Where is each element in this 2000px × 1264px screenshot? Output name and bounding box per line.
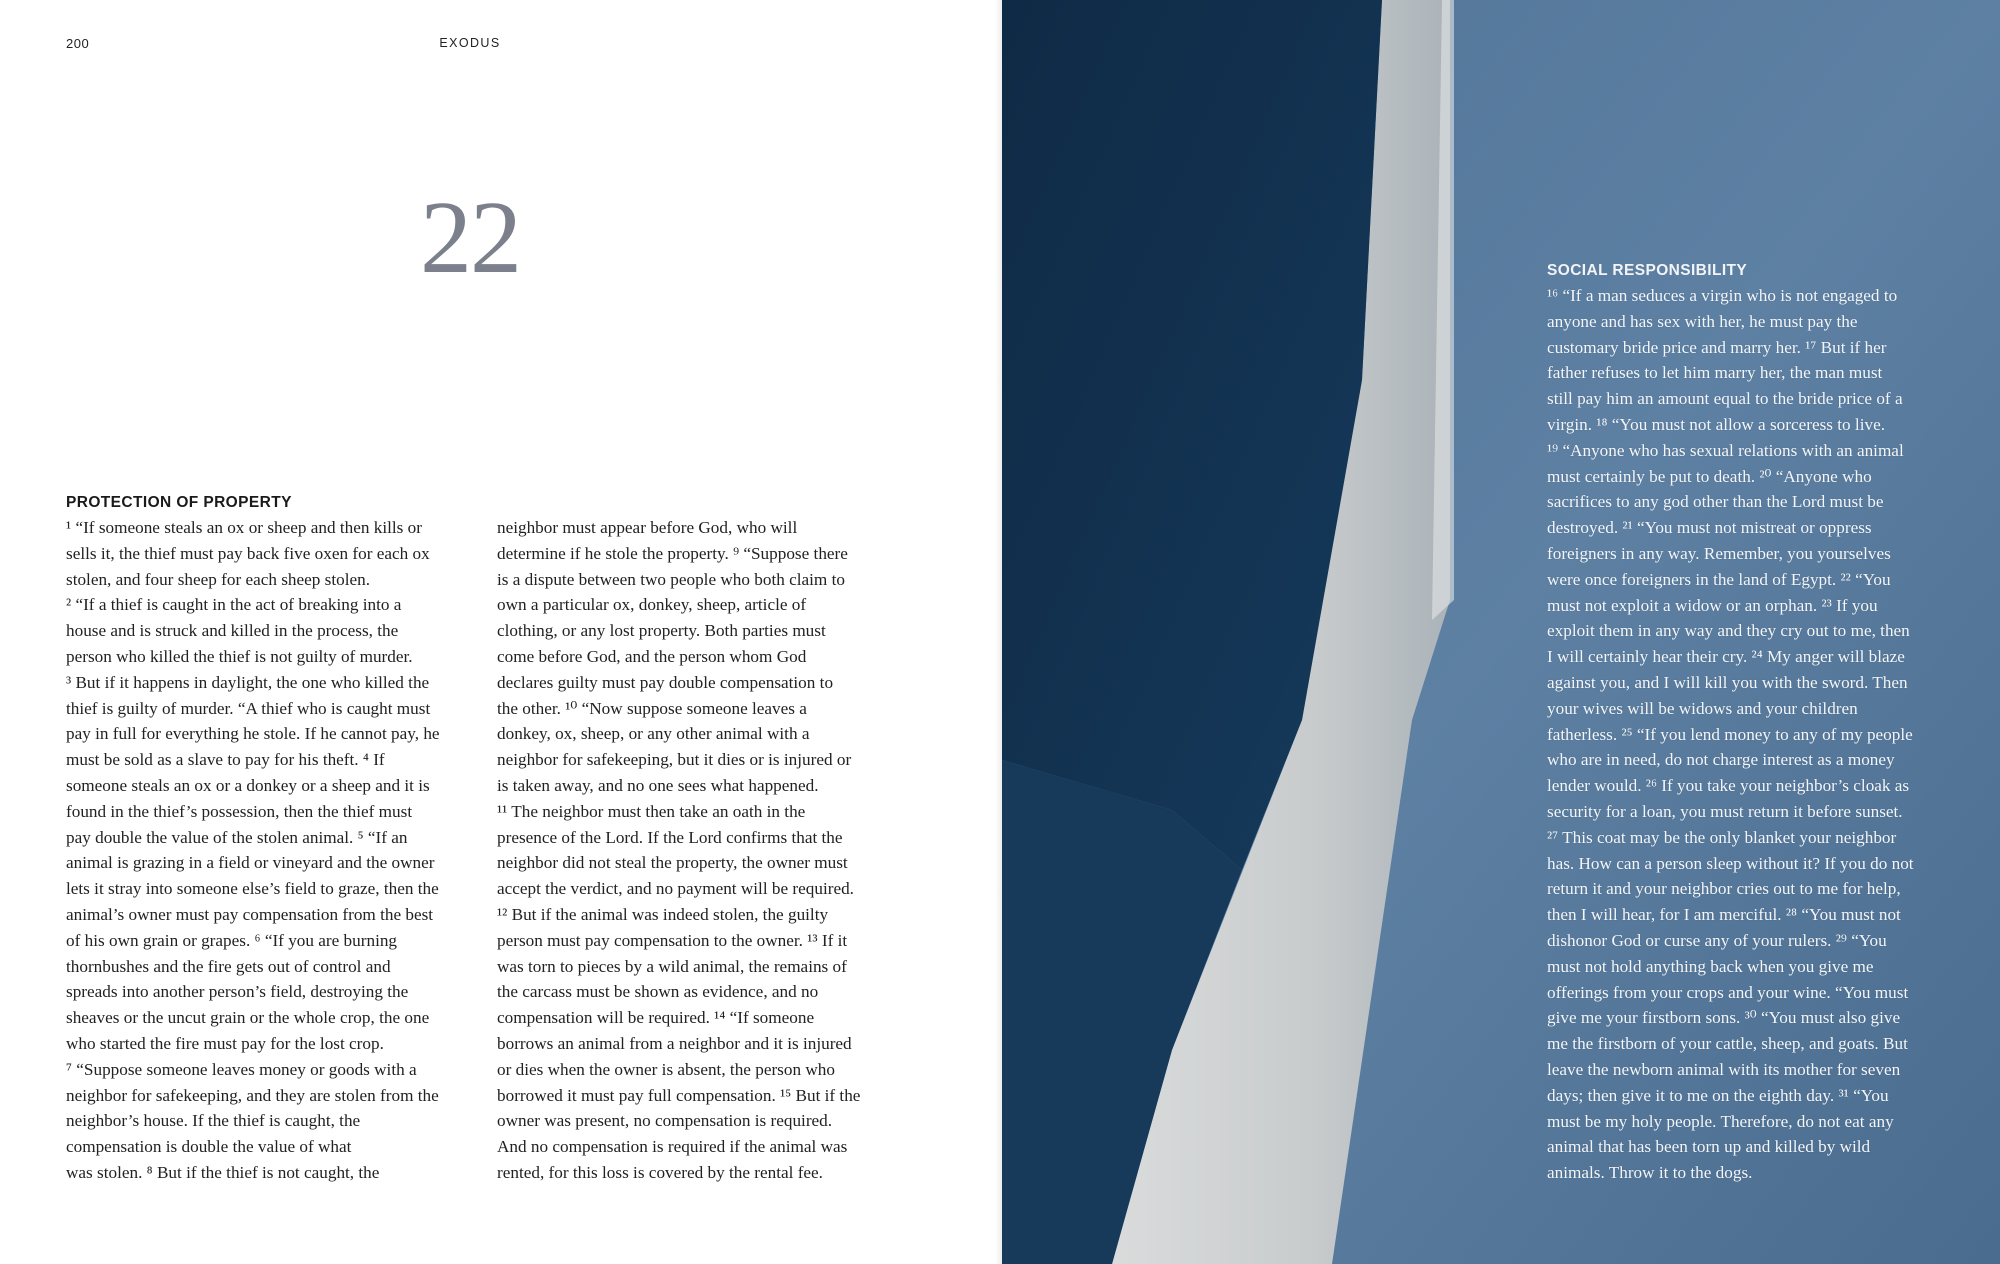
text-column-2: neighbor must appear before God, who will determine if he stole the property. ⁹ “Suppose there is a dispute between two people who both claim to own a particular ox, donkey, sheep, article of clothing, or any lost property. Both parties must come before God, and the person whom God declares guilty must pay double compensation to the other. ¹⁰ “Now suppose someone leaves a donkey, ox, sheep, or any other animal with a neighbor for safekeeping, but it dies or is injured or is taken away, and no one sees what happened. ¹¹ The neighbor must then take an oath in the presence of the Lord. If the Lord confirms that the neighbor did not steal the property, the owner must accept the verdict, and no payment will be required. ¹² But if the animal was indeed stolen, the guilty person must pay compensation to the owner. ¹³ If it was torn to pieces by a wild animal, the remains of the carcass must be shown as evidence, and no compensation will be required. ¹⁴ “If someone borrows an animal from a neighbor and it is injured or dies when the owner is absent, the person who borrowed it must pay full compensation. ¹⁵ But if the owner was present, no compensation is required. And no compensation is required if the animal was rented, for this loss is covered by the rental fee. <box>497 518 861 1182</box>
page-number: 200 <box>66 36 90 51</box>
chapter-number: 22 <box>420 180 520 295</box>
book-gutter <box>995 0 1002 1264</box>
section-heading-protection-of-property: PROTECTION OF PROPERTY <box>66 494 292 511</box>
text-column-3: ¹⁶ “If a man seduces a virgin who is not engaged to anyone and has sex with her, he must pay the customary bride price and marry her. ¹⁷ But if her father refuses to let him marry her, the man must still pay him an amount equal to the bride price of a virgin. ¹⁸ “You must not allow a sorceress to live. ¹⁹ “Anyone who has sexual relations with an animal must certainly be put to death. ²⁰ “Anyone who sacrifices to any god other than the Lord must be destroyed. ²¹ “You must not mistreat or oppress foreigners in any way. Remember, you yourselves were once foreigners in the land of Egypt. ²² “You must not exploit a widow or an orphan. ²³ If you exploit them in any way and they cry out to me, then I will certainly hear their cry. ²⁴ My anger will blaze against you, and I will kill you with the sword. Then your wives will be widows and your children fatherless. ²⁵ “If you lend money to any of my people who are in need, do not charge interest as a money lender would. ²⁶ If you take your neighbor’s cloak as security for a loan, you must return it before sunset. ²⁷ This coat may be the only blanket your neighbor has. How can a person sleep without it? If you do not return it and your neighbor cries out to me for help, then I will hear, for I am merciful. ²⁸ “You must not dishonor God or curse any of your rulers. ²⁹ “You must not hold anything back when you give me offerings from your crops and your wine. “You must give me your firstborn sons. ³⁰ “You must also give me the firstborn of your cattle, sheep, and goats. But leave the newborn animal with its mother for seven days; then give it to me on the eighth day. ³¹ “You must be my holy people. Therefore, do not eat any animal that has been torn up and killed by wild animals. Throw it to the dogs. <box>1547 286 1914 1183</box>
text-column-1: ¹ “If someone steals an ox or sheep and then kills or sells it, the thief must pay back five oxen for each ox stolen, and four sheep for each sheep stolen. ² “If a thief is caught in the act of breaking into a house and is struck and killed in the process, the person who killed the thief is not guilty of murder. ³ But if it happens in daylight, the one who killed the thief is guilty of murder. “A thief who is caught must pay in full for everything he stole. If he cannot pay, he must be sold as a slave to pay for his theft. ⁴ If someone steals an ox or a donkey or a sheep and it is found in the thief’s possession, then the thief must pay double the value of the stolen animal. ⁵ “If an animal is grazing in a field or vineyard and the owner lets it stray into someone else’s field to graze, then the animal’s owner must pay compensation from the best of his own grain or grapes. ⁶ “If you are burning thornbushes and the fire gets out of control and spreads into another person’s field, destroying the sheaves or the uncut grain or the whole crop, the one who started the fire must pay for the lost crop. ⁷ “Suppose someone leaves money or goods with a neighbor for safekeeping, and they are stolen from the neighbor’s house. If the thief is caught, the compensation is double the value of what was stolen. ⁸ But if the thief is not caught, the <box>66 518 440 1182</box>
running-head: EXODUS <box>439 36 501 50</box>
section-heading-social-responsibility: SOCIAL RESPONSIBILITY <box>1547 262 1748 279</box>
